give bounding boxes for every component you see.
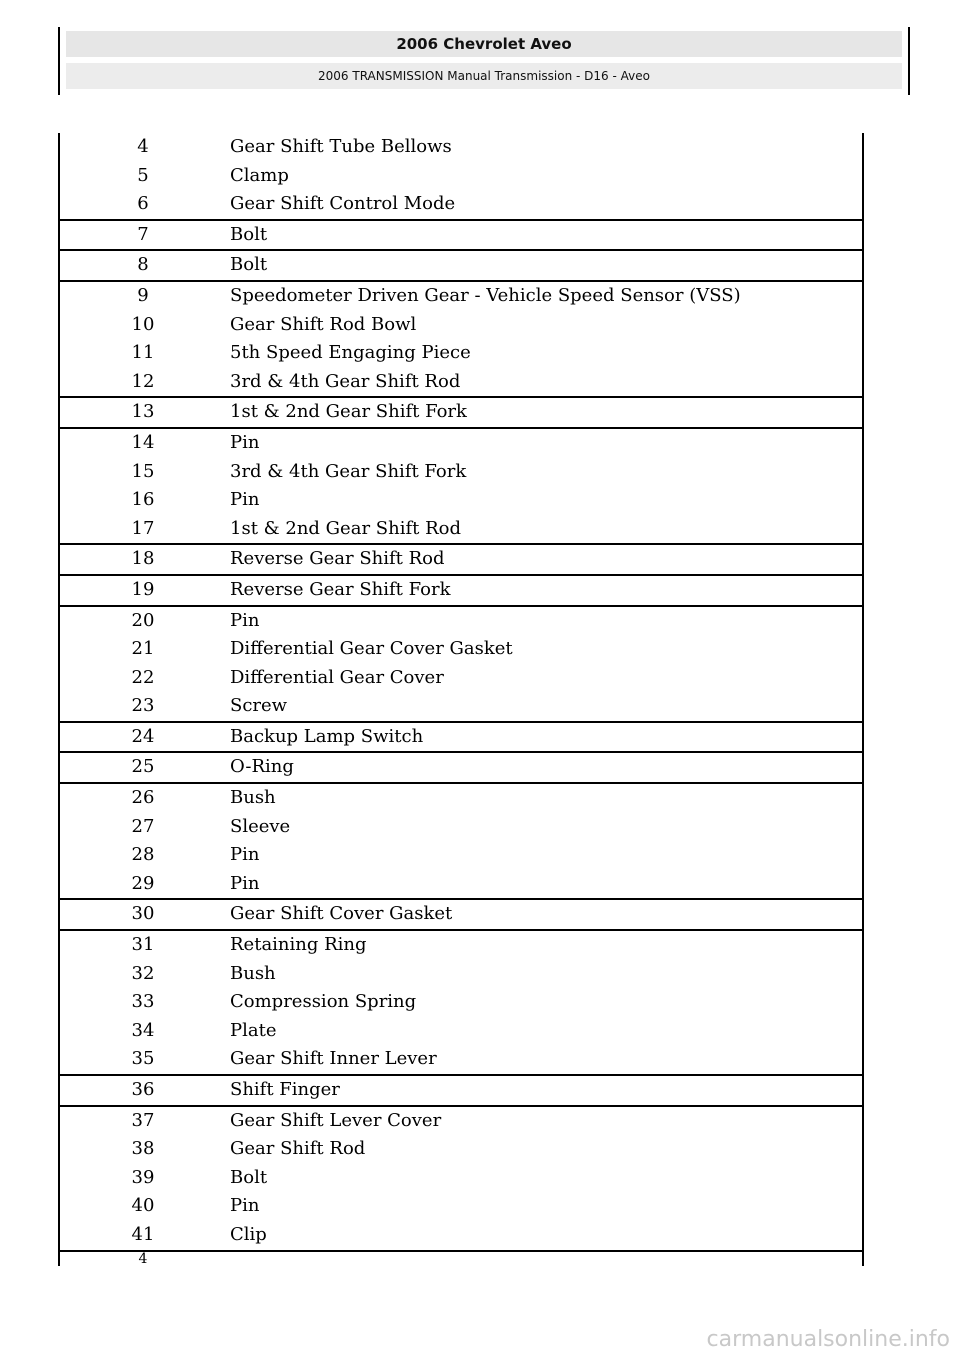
part-description: Sleeve (230, 815, 291, 837)
table-row (60, 515, 862, 544)
table-row (60, 1074, 862, 1105)
part-number: 4 (138, 1250, 148, 1267)
part-description: Gear Shift Rod (230, 1138, 366, 1160)
part-description: Bush (230, 787, 276, 809)
table-row (60, 1221, 862, 1250)
part-description: 3rd & 4th Gear Shift Fork (230, 460, 467, 482)
table-row (60, 190, 862, 219)
part-description: Clamp (230, 164, 289, 186)
part-number: 35 (131, 1048, 155, 1070)
table-row (60, 219, 862, 250)
part-number: 34 (131, 1019, 155, 1041)
part-description: Gear Shift Tube Bellows (230, 136, 452, 157)
part-number: 37 (131, 1109, 155, 1131)
part-number: 20 (131, 609, 155, 631)
part-description: Bolt (230, 254, 268, 276)
part-number: 17 (131, 517, 155, 539)
part-description: Gear Shift Rod Bowl (230, 313, 417, 335)
table-row (60, 1105, 862, 1136)
part-number: 18 (131, 548, 155, 570)
part-description: Retaining Ring (230, 934, 367, 956)
table-row (60, 841, 862, 870)
part-description: Differential Gear Cover Gasket (230, 638, 513, 660)
part-description: Pin (230, 1195, 260, 1217)
part-number: 24 (131, 725, 155, 747)
part-number: 15 (131, 460, 155, 482)
part-description: Gear Shift Inner Lever (230, 1048, 437, 1070)
table-row (60, 813, 862, 842)
part-description: Speedometer Driven Gear - Vehicle Speed Sensor (VSS) (230, 284, 741, 306)
part-number: 5 (137, 164, 149, 186)
part-number: 26 (131, 787, 155, 809)
part-description: Bolt (230, 223, 268, 245)
table-row (60, 458, 862, 487)
part-number: 13 (131, 401, 155, 423)
table-row (60, 870, 862, 899)
table-row (60, 721, 862, 752)
part-description: 1st & 2nd Gear Shift Rod (230, 517, 461, 539)
part-number: 25 (131, 756, 155, 778)
part-number: 4 (137, 136, 149, 157)
part-number: 6 (137, 193, 149, 215)
part-number: 31 (131, 934, 155, 956)
part-number: 38 (131, 1138, 155, 1160)
table-row (60, 280, 862, 311)
part-number: 40 (131, 1195, 155, 1217)
table-row (60, 339, 862, 368)
table-row (60, 486, 862, 515)
part-number: 19 (131, 578, 155, 600)
part-description: Clip (230, 1223, 267, 1245)
table-row (60, 692, 862, 721)
part-number: 32 (131, 962, 155, 984)
table-row (60, 249, 862, 280)
part-description: 5th Speed Engaging Piece (230, 342, 471, 364)
table-row (60, 396, 862, 427)
table-row (60, 133, 862, 162)
part-description: Gear Shift Lever Cover (230, 1109, 442, 1131)
part-description: Reverse Gear Shift Rod (230, 548, 445, 570)
part-description: Pin (230, 844, 260, 866)
table-row (60, 898, 862, 929)
part-description: Shift Finger (230, 1079, 340, 1100)
table-row (60, 1017, 862, 1046)
part-description: Gear Shift Cover Gasket (230, 903, 453, 925)
part-number: 8 (137, 254, 149, 276)
watermark-footer: carmanualsonline.info (706, 1327, 950, 1352)
part-description: Gear Shift Control Mode (230, 193, 456, 215)
part-number: 10 (131, 313, 155, 335)
part-number: 22 (131, 666, 155, 688)
part-number: 27 (131, 815, 155, 837)
part-number: 30 (131, 903, 155, 925)
table-row (60, 929, 862, 960)
table-row (60, 1135, 862, 1164)
part-number: 23 (131, 695, 155, 717)
table-row (60, 1192, 862, 1221)
part-number: 36 (131, 1079, 155, 1100)
part-number: 14 (131, 431, 155, 453)
table-row (60, 574, 862, 605)
part-description: Screw (230, 695, 288, 717)
part-number: 7 (137, 223, 149, 245)
part-description: Plate (230, 1019, 277, 1041)
document-header (58, 27, 910, 95)
part-description: Reverse Gear Shift Fork (230, 578, 451, 600)
part-description: Pin (230, 489, 260, 511)
part-description: Compression Spring (230, 991, 417, 1013)
part-number: 9 (137, 284, 149, 306)
part-number: 33 (131, 991, 155, 1013)
table-row (60, 1164, 862, 1193)
part-description: Pin (230, 609, 260, 631)
part-description: Bush (230, 962, 276, 984)
table-row (60, 664, 862, 693)
part-description: 3rd & 4th Gear Shift Rod (230, 370, 461, 392)
part-number: 41 (131, 1223, 155, 1245)
part-number: 39 (131, 1166, 155, 1188)
part-description: Pin (230, 872, 260, 894)
part-number: 28 (131, 844, 155, 866)
part-number: 11 (131, 342, 155, 364)
table-row (60, 605, 862, 636)
table-row (60, 427, 862, 458)
part-description: Pin (230, 431, 260, 453)
table-row (60, 782, 862, 813)
part-description: 1st & 2nd Gear Shift Fork (230, 401, 467, 423)
part-number: 29 (131, 872, 155, 894)
table-row (60, 1045, 862, 1074)
table-row-partial (60, 1250, 862, 1266)
part-number: 12 (131, 370, 155, 392)
table-row (60, 751, 862, 782)
table-row (60, 988, 862, 1017)
table-row (60, 960, 862, 989)
part-description: Backup Lamp Switch (230, 725, 424, 747)
part-description: Bolt (230, 1166, 268, 1188)
parts-table (58, 133, 864, 1266)
table-row (60, 368, 862, 397)
table-row (60, 311, 862, 340)
part-description: Differential Gear Cover (230, 666, 444, 688)
part-number: 21 (131, 638, 155, 660)
table-row (60, 162, 862, 191)
document-title: 2006 Chevrolet Aveo (66, 31, 902, 57)
table-row (60, 543, 862, 574)
part-number: 16 (131, 489, 155, 511)
table-row (60, 635, 862, 664)
document-subtitle: 2006 TRANSMISSION Manual Transmission - D16 - Aveo (66, 63, 902, 89)
part-description: O-Ring (230, 756, 294, 778)
